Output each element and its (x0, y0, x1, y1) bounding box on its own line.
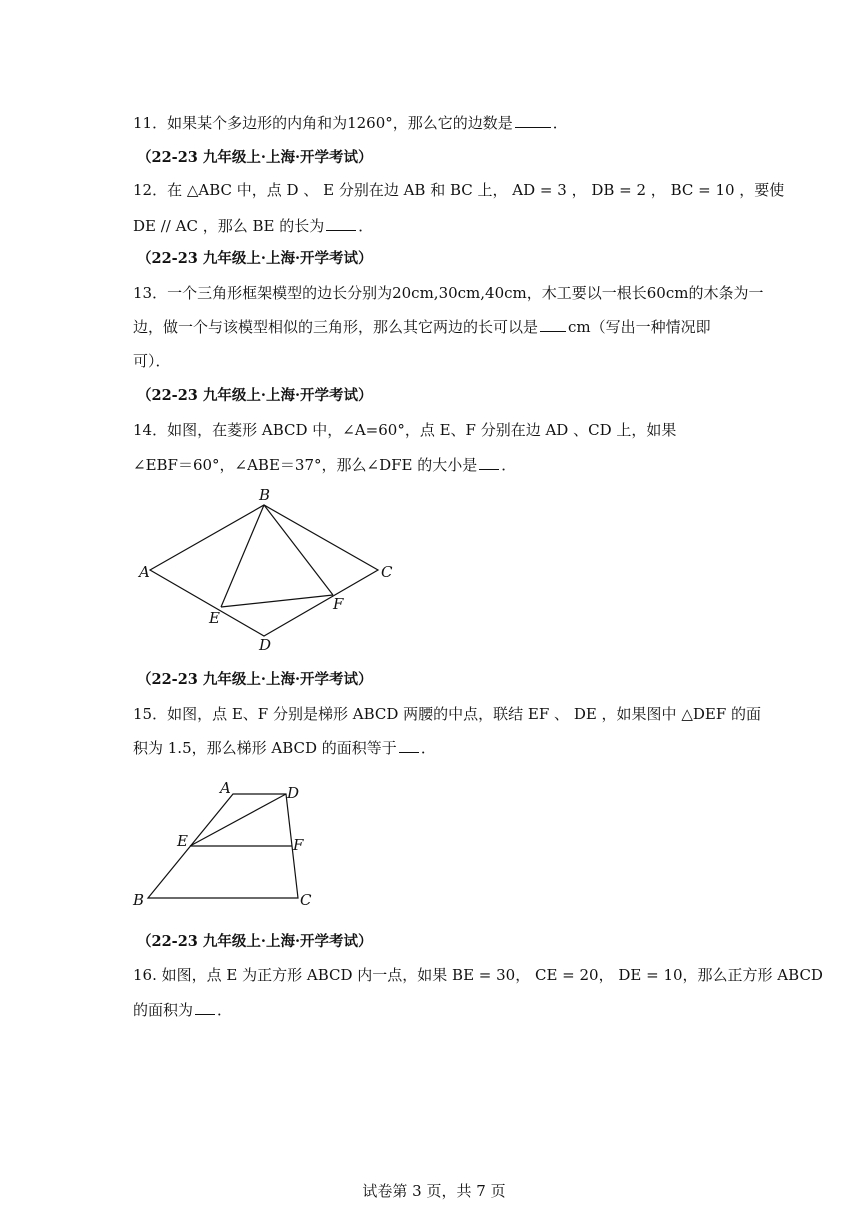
q14-line2-text: ∠EBF＝60°，∠ABE＝37°，那么∠DFE 的大小是 (133, 456, 478, 474)
q13-line2-tail: cm（写出一种情况即 (568, 318, 711, 336)
q15-source: （22-23 九年级上·上海·开学考试） (137, 933, 373, 950)
q14-label-e: E (209, 609, 220, 627)
q13-source: （22-23 九年级上·上海·开学考试） (137, 387, 373, 404)
q14-line1: 14．如图，在菱形 ABCD 中，∠A=60°，点 E、F 分别在边 AD 、CD 上，如果 (133, 421, 677, 439)
q13-line3: 可）． (133, 352, 171, 370)
q15-answer-blank[interactable] (399, 738, 419, 753)
q14-end: ． (501, 456, 517, 474)
q14-label-b: B (259, 486, 271, 504)
q15-end: ． (420, 739, 436, 757)
q15-line1: 15．如图，点 E、F 分别是梯形 ABCD 两腰的中点，联结 EF 、 DE ，如果图中 △DEF 的面 (133, 705, 762, 723)
q15-line2 (133, 738, 436, 758)
q15-line2-text: 积为 1.5，那么梯形 ABCD 的面积等于 (133, 739, 397, 757)
q15-label-a: A (220, 779, 231, 797)
page-footer: 试卷第 3 页，共 7 页 (362, 1182, 506, 1200)
q16-line2 (133, 1000, 232, 1020)
rhombus-abcd (150, 505, 378, 636)
q16-line1: 16. 如图，点 E 为正方形 ABCD 内一点，如果 BE = 30， CE = 20， DE = 10，那么正方形 ABCD (133, 966, 823, 984)
segment-bf (264, 505, 333, 595)
q14-label-c: C (381, 563, 393, 581)
q12-line1: 12．在 △ABC 中，点 D 、 E 分别在边 AB 和 BC 上， AD = 3 ， DB = 2 ， BC = 10 ，要使 (133, 181, 785, 199)
segment-de (190, 794, 286, 846)
q11-end: ． (552, 114, 568, 132)
q15-label-f: F (293, 836, 304, 854)
q11-source: （22-23 九年级上·上海·开学考试） (137, 149, 373, 166)
q14-source: （22-23 九年级上·上海·开学考试） (137, 671, 373, 688)
q16-line2-text: 的面积为 (133, 1001, 194, 1019)
q15-label-e: E (177, 832, 188, 850)
q15-label-b: B (133, 891, 145, 909)
q12-end: ． (358, 217, 374, 235)
q12-source: （22-23 九年级上·上海·开学考试） (137, 250, 373, 267)
q16-end: ． (217, 1001, 233, 1019)
q14-label-a: A (139, 563, 150, 581)
q16-answer-blank[interactable] (195, 1000, 215, 1015)
q13-line2-text: 边，做一个与该模型相似的三角形，那么其它两边的长可以是 (133, 318, 539, 336)
q15-label-d: D (287, 784, 300, 802)
q15-label-c: C (300, 891, 312, 909)
q12-line2-text: DE // AC ，那么 BE 的长为 (133, 217, 325, 235)
q13-line1: 13．一个三角形框架模型的边长分别为20cm,30cm,40cm，木工要以一根长60cm的木条为一 (133, 284, 764, 302)
segment-be (221, 505, 264, 607)
q14-label-d: D (259, 636, 272, 654)
q14-label-f: F (333, 595, 344, 613)
q11-text: 11．如果某个多边形的内角和为1260°，那么它的边数是 (133, 114, 513, 132)
